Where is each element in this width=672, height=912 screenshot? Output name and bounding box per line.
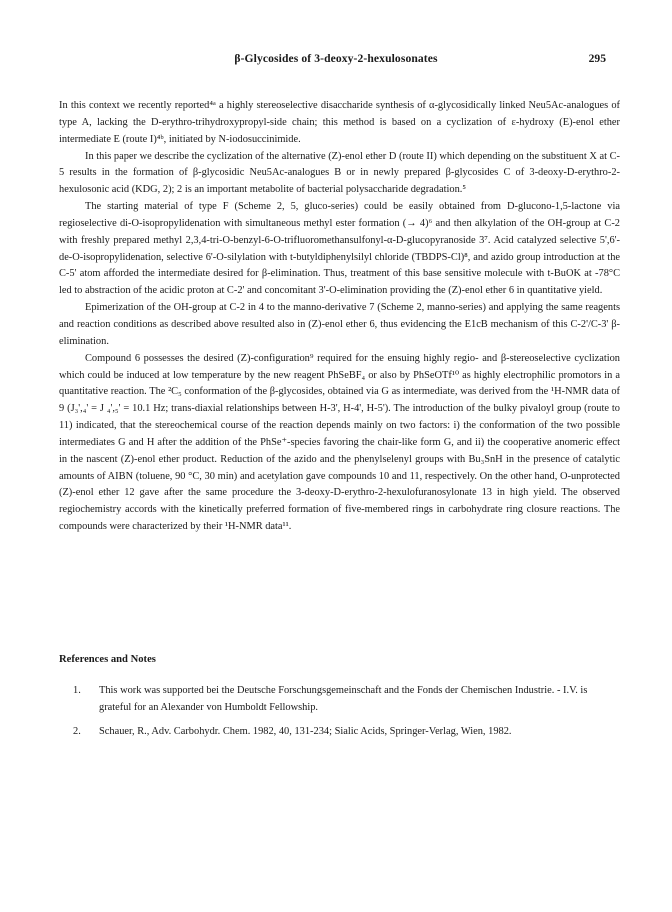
paragraph: Compound 6 possesses the desired (Z)-configuration⁹ required for the ensuing highly regio- and β-stereoselective cyclization which could be induced at low temperature by the new reagent PhSeBF₄ or also by PhSeOTf¹⁰ as highly electrophilic promotors in a quantitative reaction. The ²C₅ conformation of the β-glycosides, obtained via G as intermediate, was derived from the ¹H-NMR data of 9 (J₃',₄' = J ₄',₅' = 10.1 Hz; trans-diaxial relationships between H-3', H-4', H-5'). The introduction of the bulky pivaloyl group (route to 11) indicated, that the stereochemical course of the reaction depends mainly on two factors: i) the conformation of the two possible intermediates G and H after the addition of the PhSe⁺-species favoring the chair-like form G, and ii) the cooperative anomeric effect in the nascent (Z)-enol ether product. Reduction of the azido and the phenylselenyl groups with Bu₃SnH in the presence of catalytic amounts of AIBN (toluene, 90 °C, 30 min) and acetylation gave compounds 10 and 11, respectively. On the other hand, O-unprotected (Z)-enol ether 12 gave after the same procedure the 3-deoxy-D-erythro-2-hexulofuranosylonate 13 in high yield. The observed regiochemistry accords with the kinetically preferred formation of five-membered rings in carbohydrate ring closure reactions. The compounds were characterized by their ¹H-NMR data¹¹. — [59, 352, 620, 533]
paragraph: In this context we recently reported⁴ᵃ a highly stereoselective disaccharide synthesis of α-glycosidically linked Neu5Ac-analogues of type A, lacking the D-erythro-trihydroxypropyl-side chain; this method is based on a cyclization of ε-hydroxy (E)-enol ether intermediate E (route I)⁴ᵇ, initiated by N-iodosuccinimide. — [59, 100, 620, 145]
running-header — [0, 52, 672, 68]
article-body — [59, 98, 620, 536]
paragraph: The starting material of type F (Scheme 2, 5, gluco-series) could be easily obtained from D-glucono-1,5-lactone via regioselective di-O-isopropylidenation with simultaneous methyl ester formation (→ 4)⁶ and then alkylation of the OH-group at C-2 with freshly prepared methyl 2,3,4-tri-O-benzyl-6-O-trifluoromethansulfonyl-α-D-glucopyranoside 3⁷. Acid catalyzed selective 5',6'-de-O-isopropylidenation, selective 6'-O-silylation with t-butyldiphenylsilyl chloride (TBDPS-Cl)⁸, and azido group introduction at the C-5' atom afforded the intermediate desired for β-elimination. Thus, treatment of this base sensitive molecule with t-BuOK at -78°C led to abstraction of the acidic proton at C-2' and concomitant 3'-O-elimination providing the (Z)-enol ether 6 in quantitative yield. — [59, 201, 620, 297]
reference-item — [59, 683, 620, 716]
reference-text: Schauer, R., Adv. Carbohydr. Chem. 1982, 40, 131-234; Sialic Acids, Springer-Verlag, Wien, 1982. — [99, 726, 512, 737]
references-heading: References and Notes — [59, 654, 156, 665]
reference-text: This work was supported bei the Deutsche Forschungsgemeinschaft and the Fonds der Chemischen Industrie. - I.V. is grateful for an Alexander von Humboldt Fellowship. — [99, 685, 588, 713]
running-title: β-Glycosides of 3-deoxy-2-hexulosonates — [234, 52, 438, 65]
reference-number: 1. — [73, 685, 81, 696]
reference-number: 2. — [73, 726, 81, 737]
reference-list — [59, 683, 620, 749]
page-number: 295 — [588, 52, 606, 65]
reference-item — [59, 724, 620, 741]
paragraph: Epimerization of the OH-group at C-2 in 4 to the manno-derivative 7 (Scheme 2, manno-series) and applying the same reagents and reaction conditions as described above resulted also in (Z)-enol ether 6, thus evidencing the E1cB mechanism of this C-2'/C-3' β-elimination. — [59, 302, 620, 347]
paragraph: In this paper we describe the cyclization of the alternative (Z)-enol ether D (route II) which depending on the substituent X at C-5 results in the formation of β-glycosidic Neu5Ac-analogues B or in newly prepared β-glycosides C of 3-deoxy-D-erythro-2-hexulosonic acid (KDG, 2); 2 is an important metabolite of bacterial polysaccharide degradation.⁵ — [59, 150, 620, 196]
